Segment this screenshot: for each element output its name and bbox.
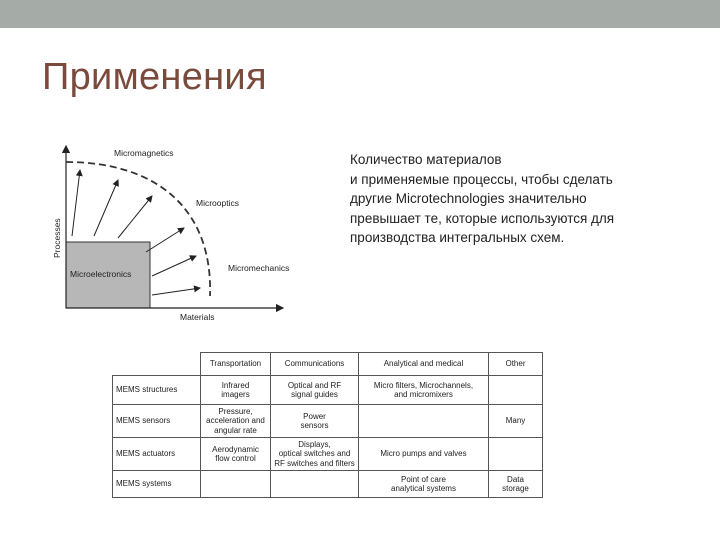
arrow-right-1	[152, 256, 196, 276]
microoptics-label: Microoptics	[196, 198, 239, 208]
processes-materials-diagram	[48, 140, 348, 325]
body-line: Количество материалов	[350, 152, 502, 167]
cell-line: Micro pumps and valves	[380, 449, 467, 459]
x-axis-label: Materials	[180, 312, 215, 322]
table-cell	[489, 471, 543, 498]
cell-line: Aerodynamic	[212, 444, 259, 454]
cell-line: sensors	[300, 421, 329, 430]
cell-line: Optical and RF	[287, 380, 342, 390]
table-row	[113, 405, 543, 438]
row-header: MEMS systems	[113, 471, 201, 498]
body-line: и применяемые процессы, чтобы сделать	[350, 171, 613, 187]
table-header-row	[113, 353, 543, 376]
cell-line: Infrared	[221, 380, 250, 390]
top-decorative-bar	[0, 0, 720, 28]
table-cell	[489, 405, 543, 438]
slide-body-text	[350, 150, 680, 248]
table-cell	[271, 471, 359, 498]
microelectronics-label: Microelectronics	[70, 269, 132, 279]
cell-line: Micro filters, Microchannels,	[373, 380, 474, 390]
cell-line: imagers	[221, 390, 250, 399]
arrow-right-2	[152, 288, 200, 295]
table-cell	[271, 376, 359, 405]
table-cell	[201, 376, 271, 405]
y-axis-label: Processes	[52, 218, 62, 258]
arrow-up-right-1	[94, 180, 118, 236]
table-cell	[201, 405, 271, 438]
table-cell	[271, 438, 359, 471]
table-cell	[489, 376, 543, 405]
micromechanics-label: Micromechanics	[228, 263, 290, 273]
cell-line: storage	[502, 484, 529, 493]
cell-line: acceleration and	[206, 416, 265, 426]
cell-line: RF switches and filters	[274, 458, 355, 468]
cell-line: and micromixers	[394, 390, 453, 399]
table-cell	[201, 471, 271, 498]
table-cell	[359, 405, 489, 438]
micromagnetics-label: Micromagnetics	[114, 148, 174, 158]
table-cell	[359, 471, 489, 498]
arrow-right-up	[146, 228, 184, 252]
column-header: Analytical and medical	[359, 353, 489, 376]
cell-line: Data	[507, 474, 524, 484]
body-line: превышает те, которые используются для	[350, 210, 615, 226]
arrow-up-right-2	[118, 196, 152, 238]
table-cell	[359, 438, 489, 471]
table-row	[113, 438, 543, 471]
column-header: Other	[489, 353, 543, 376]
table-corner-cell	[113, 353, 201, 376]
cell-line: analytical systems	[391, 484, 456, 493]
table-cell	[489, 438, 543, 471]
table-cell	[201, 438, 271, 471]
row-header: MEMS actuators	[113, 438, 201, 471]
cell-line: angular rate	[214, 425, 257, 435]
mems-applications-table	[112, 352, 543, 498]
table-row	[113, 376, 543, 405]
column-header: Transportation	[201, 353, 271, 376]
row-header: MEMS sensors	[113, 405, 201, 438]
column-header: Communications	[271, 353, 359, 376]
cell-line: Power	[303, 411, 326, 421]
table-cell	[271, 405, 359, 438]
arrow-up	[72, 170, 80, 236]
body-line: другие Microtechnologies значительно	[350, 191, 587, 207]
cell-line: optical switches and	[278, 449, 351, 459]
table-row	[113, 471, 543, 498]
slide-title: Применения	[42, 56, 267, 98]
table-cell	[359, 376, 489, 405]
cell-line: Point of care	[401, 474, 446, 484]
body-line: производства интегральных схем.	[350, 230, 565, 246]
cell-line: signal guides	[291, 390, 338, 399]
cell-line: Many	[505, 416, 526, 426]
cell-line: Displays,	[298, 439, 331, 449]
cell-line: flow control	[215, 454, 256, 463]
row-header: MEMS structures	[113, 376, 201, 405]
cell-line: Pressure,	[218, 406, 253, 416]
